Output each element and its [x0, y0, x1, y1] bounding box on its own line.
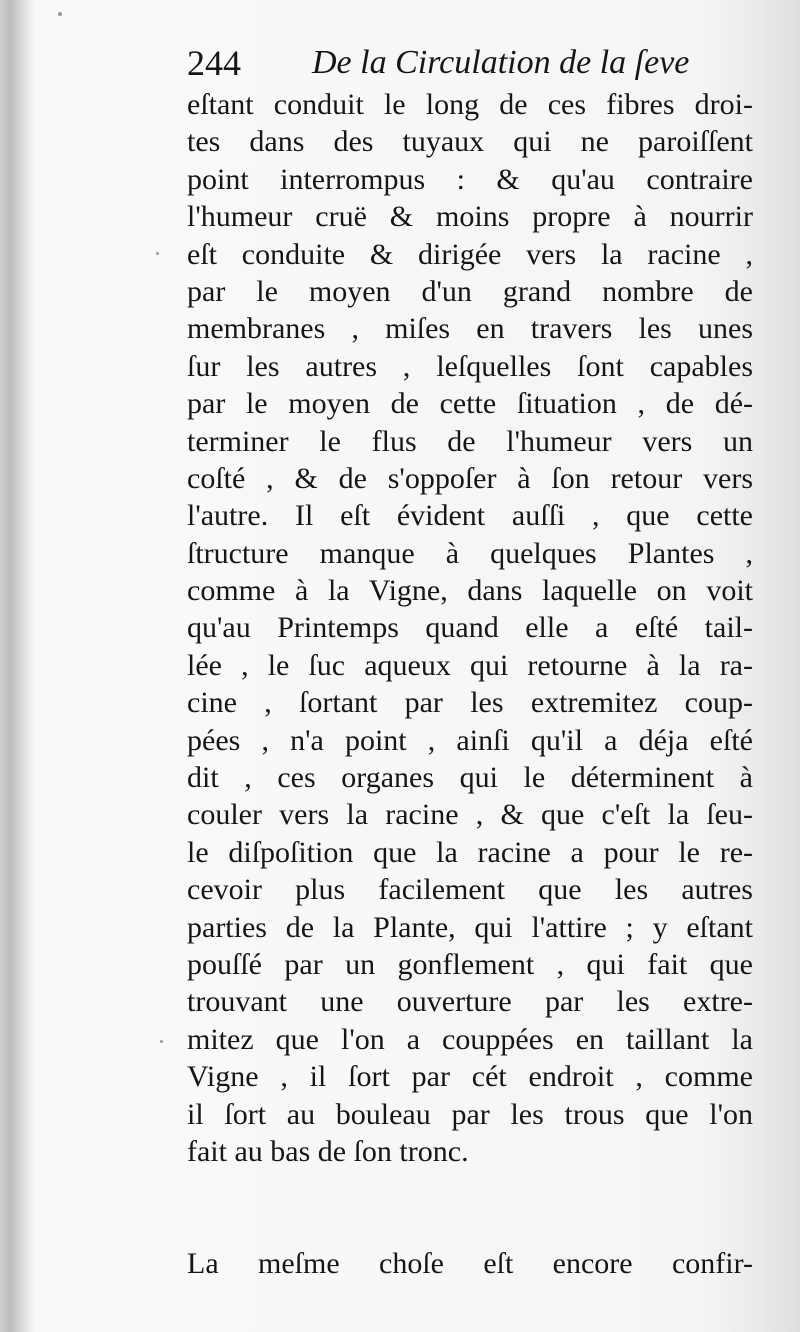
text-line: pouſſé par un gonflement , qui fait que [187, 947, 753, 981]
text-line: le diſpoſition que la racine a pour le re- [187, 835, 753, 869]
text-line: l'autre. Il eſt évident auſſi , que cette [187, 499, 753, 533]
text-line: par le moyen d'un grand nombre de [187, 274, 753, 308]
text-line: parties de la Plante, qui l'attire ; y eſtant [187, 910, 753, 944]
running-title: De la Circulation de la ſeve [312, 44, 690, 81]
next-paragraph-first-line: La meſme choſe eſt encore confir- [187, 1247, 753, 1280]
text-line: cine , ſortant par les extremitez coup- [187, 686, 753, 720]
text-line: tes dans des tuyaux qui ne paroiſſent [187, 125, 753, 159]
text-line: qu'au Printemps quand elle a eſté tail- [187, 611, 753, 645]
text-line: comme à la Vigne, dans laquelle on voit [187, 574, 753, 608]
text-line: Vigne , il ſort par cét endroit , comme [187, 1060, 753, 1094]
paragraph-end-line: fait au bas de ſon tronc. [187, 1134, 469, 1168]
text-line: cevoir plus facilement que les autres [187, 873, 753, 907]
text-line: pées , n'a point , ainſi qu'il a déja eſté [187, 723, 753, 757]
text-line: par le moyen de cette ſituation , de dé- [187, 387, 753, 421]
text-line: coſté , & de s'oppoſer à ſon retour vers [187, 461, 753, 495]
ink-speck [156, 252, 159, 255]
text-line: l'humeur cruë & moins propre à nourrir [187, 200, 753, 234]
text-line: lée , le ſuc aqueux qui retourne à la ra- [187, 648, 753, 682]
text-line: eſt conduite & dirigée vers la racine , [187, 237, 753, 271]
text-line: membranes , miſes en travers les unes [187, 312, 753, 346]
next-paragraph [187, 1245, 753, 1282]
text-line: terminer le flus de l'humeur vers un [187, 424, 753, 458]
page-number: 244 [187, 43, 241, 83]
text-line: point interrompus : & qu'au contraire [187, 162, 753, 196]
page-header [187, 40, 767, 90]
text-line: couler vers la racine , & que c'eſt la ſeu- [187, 798, 753, 832]
body-text [187, 86, 753, 1170]
ink-speck [160, 1040, 163, 1043]
page-gutter-shadow [0, 0, 34, 1332]
text-line: ſtructure manque à quelques Plantes , [187, 536, 753, 570]
ink-speck [58, 12, 62, 16]
text-line: dit , ces organes qui le déterminent à [187, 761, 753, 795]
text-line: ſur les autres , leſquelles ſont capables [187, 349, 753, 383]
text-line: mitez que l'on a couppées en taillant la [187, 1022, 753, 1056]
text-line: eſtant conduit le long de ces fibres droi- [187, 88, 753, 121]
text-line: trouvant une ouverture par les extre- [187, 985, 753, 1019]
text-line: il ſort au bouleau par les trous que l'on [187, 1097, 753, 1131]
